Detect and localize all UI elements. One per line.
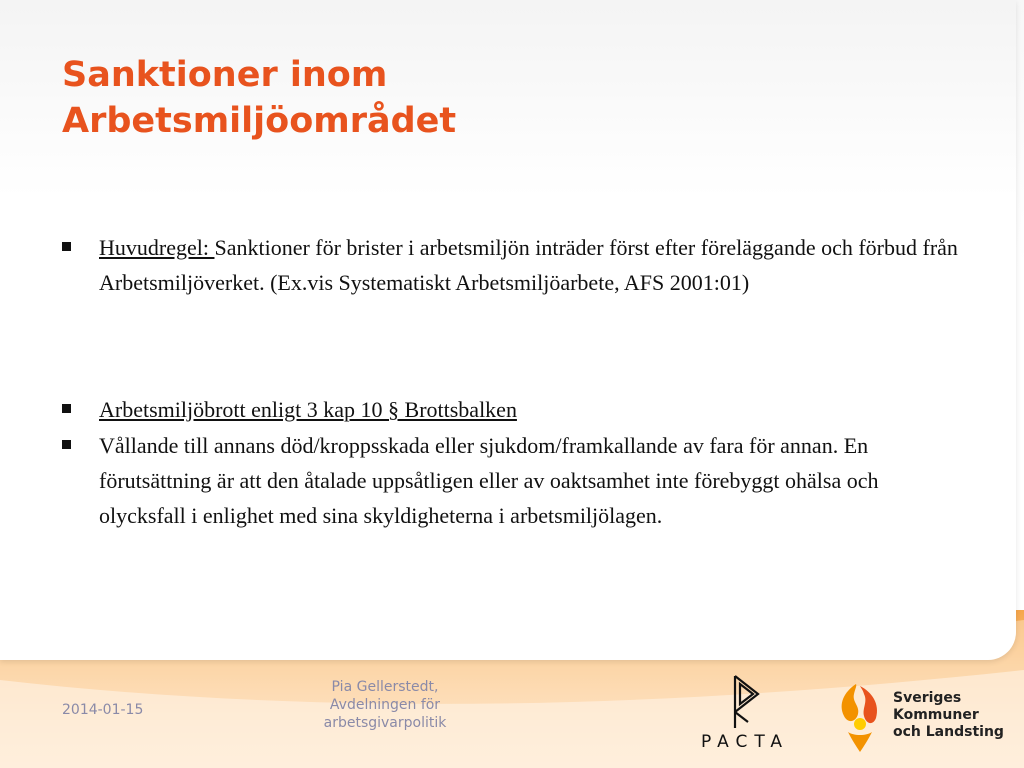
pacta-logo-word: PACTA: [700, 732, 790, 752]
bullet-text: Sanktioner för brister i arbetsmiljön inträder först efter föreläggande och förbud från Arbetsmiljöverket. (Ex.vis Systematiskt Arbetsmiljöarbete, AFS 2001:01): [99, 235, 958, 295]
bullet-list: [62, 230, 962, 533]
bullet-underlined-text: Arbetsmiljöbrott enligt 3 kap 10 § Brottsbalken: [99, 397, 517, 422]
footer-author-line: Pia Gellerstedt,: [331, 679, 439, 695]
footer-author-line: arbetsgivarpolitik: [323, 715, 447, 731]
pacta-logo-icon: [690, 670, 800, 732]
pacta-logo: [690, 670, 800, 755]
skl-figure-logo-icon: [830, 680, 890, 755]
skl-logo: [830, 680, 1010, 755]
skl-logo-name-line: Sveriges: [893, 690, 962, 706]
slide-title: [62, 52, 942, 144]
square-bullet-icon: [62, 242, 71, 251]
slide-title-line: Sanktioner inom: [62, 55, 388, 95]
footer-author-line: Avdelningen för: [329, 697, 441, 713]
bullet-item-arbetsmiljobrott: [62, 392, 962, 427]
square-bullet-icon: [62, 404, 71, 413]
slide-title-line: Arbetsmiljöområdet: [62, 101, 457, 141]
footer-date: 2014-01-15: [62, 702, 144, 718]
bullet-item-vallande: [62, 428, 962, 533]
footer-author: [300, 678, 470, 732]
skl-logo-name-line: och Landsting: [893, 724, 1004, 740]
bullet-item-huvudregel: [62, 230, 962, 300]
skl-logo-name: [893, 690, 1004, 741]
skl-logo-name-line: Kommuner: [893, 707, 979, 723]
square-bullet-icon: [62, 440, 71, 449]
bullet-underlined-text: Huvudregel:: [99, 235, 215, 260]
bullet-text: Vållande till annans död/kroppsskada eller sjukdom/framkallande av fara för annan. En förutsättning är att den åtalade uppsåtligen eller av oaktsamhet inte förebyggt ohälsa och olycksfall i enlighet med sina skyldigheterna i arbetsmiljölagen.: [99, 433, 879, 528]
